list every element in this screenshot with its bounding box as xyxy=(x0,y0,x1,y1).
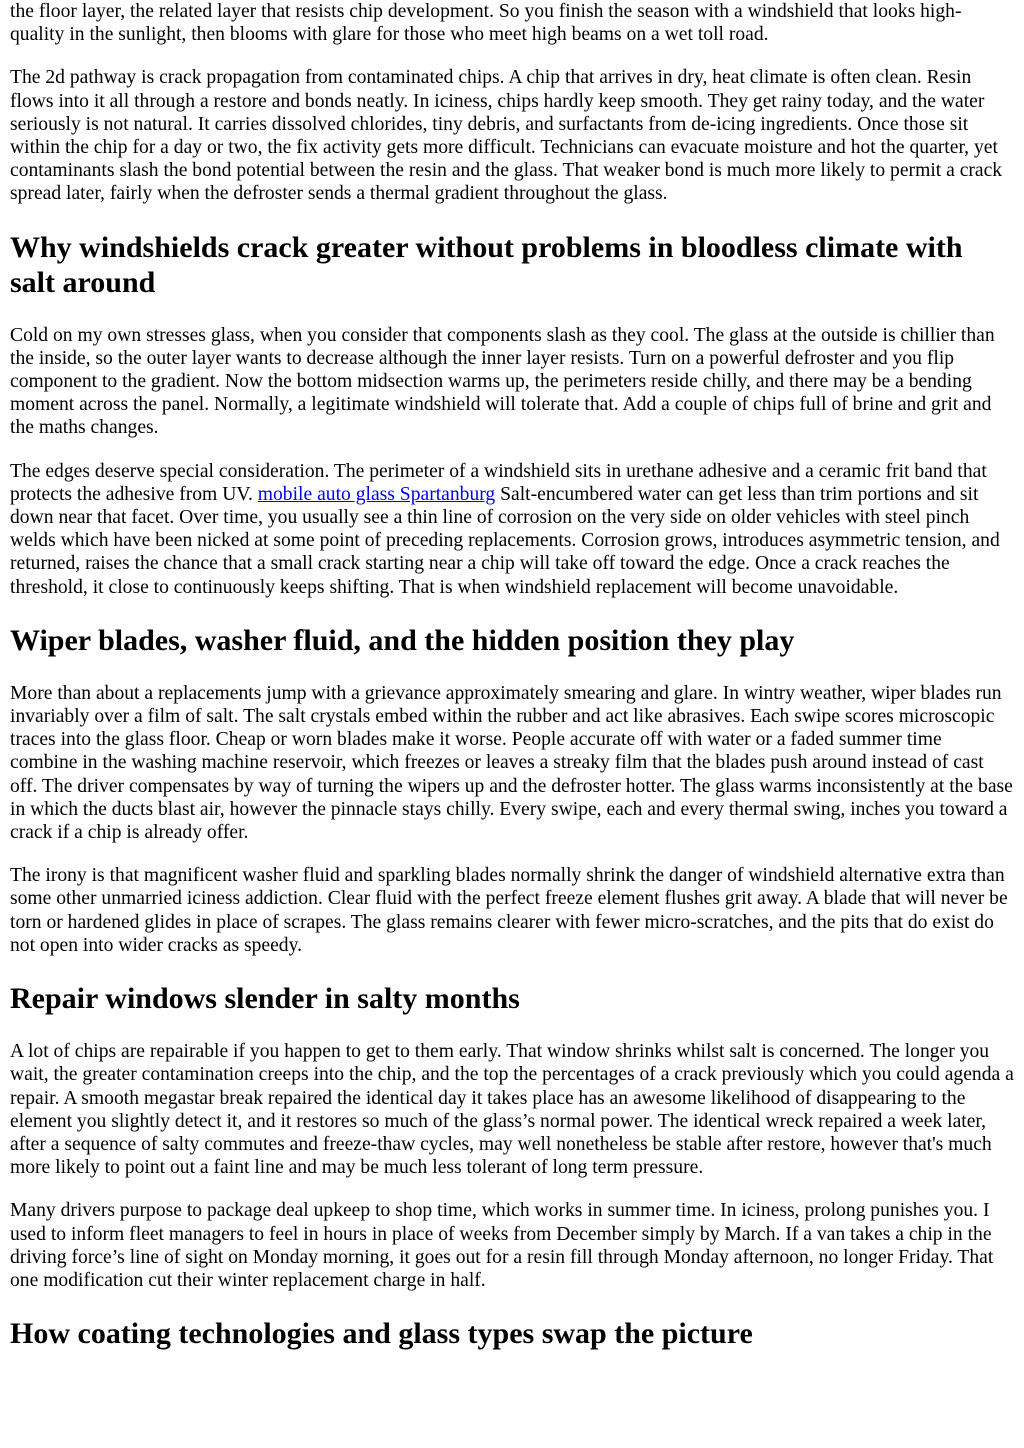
section-heading: Repair windows slender in salty months xyxy=(10,982,520,1016)
paragraph: Many drivers purpose to package deal upkeep to shop time, which works in summer time. In iciness, prolong punishes you. I used to inform fleet managers to feel in hours in place of weeks from December simply by March. If a van takes a chip in the driving force’s line of sight on Monday morning, it goes out for a resin fill through Monday afternoon, no longer Friday. That one modification cut their winter replacement charge in half. xyxy=(10,1200,994,1291)
paragraph-text: The edges deserve special consideration. The perimeter of a windshield sits in urethane adhesive and a ceramic frit band that protects the adhesive from UV. xyxy=(10,460,987,505)
section-heading: Wiper blades, washer fluid, and the hidden position they play xyxy=(10,623,795,657)
paragraph: The irony is that magnificent washer fluid and sparkling blades normally shrink the danger of windshield alternative extra than some other unmarried iciness addiction. Clear fluid with the perfect freeze element flushes grit away. A blade that will never be torn or hardened glides in place of scrapes. The glass remains clearer with fewer micro-scratches, and the pits that do exist do not open into wider cracks as speedy. xyxy=(10,865,1008,956)
paragraph: More than about a replacements jump with a grievance approximately smearing and glare. In wintry weather, wiper blades run invariably over a film of salt. The salt crystals embed within the rubber and act like abrasives. Each swipe scores microscopic traces into the glass floor. Cheap or worn blades make it worse. People accurate off with water or a faded summer time combine in the washing machine reservoir, which freezes or leaves a streaky film that the blades push around instead of cast off. The driver compensates by way of turning the wipers up and the defroster hotter. The glass warms inconsistently at the base in which the ducts blast air, however the pinnacle stays chilly. Every swipe, each and every thermal swing, inches you toward a crack if a chip is already offer. xyxy=(10,682,1013,844)
section-heading: How coating technologies and glass types swap the picture xyxy=(10,1317,753,1351)
paragraph: Cold on my own stresses glass, when you consider that components slash as they cool. The glass at the outside is chillier than the inside, so the outer layer wants to decrease although the inner layer resists. Turn on a powerful defroster and you flip component to the gradient. Now the bottom midsection warms up, the perimeters reside chilly, and there may be a bending moment across the panel. Normally, a legitimate windshield will tolerate that. Add a couple of chips full of brine and grit and the maths changes. xyxy=(10,324,995,439)
paragraph: The 2d pathway is crack propagation from contaminated chips. A chip that arrives in dry, heat climate is often clean. Resin flows into it all through a restore and bonds neatly. In iciness, chips hardly keep smooth. They get rainy today, and the water seriously is not natural. It carries dissolved chlorides, tiny debris, and surfactants from de-icing ingredients. Once those sit within the chip for a day or two, the fix activity gets more difficult. Technicians can evacuate moisture and hot the quarter, yet contaminants slash the bond potential between the resin and the glass. That weaker bond is much more likely to permit a crack spread later, fairly when the defroster sends a thermal gradient throughout the glass. xyxy=(10,67,1003,205)
section-heading: Why windshields crack greater without problems in bloodless climate with salt around xyxy=(10,230,963,299)
paragraph: the floor layer, the related layer that resists chip development. So you finish the season with a windshield that looks high-quality in the sunlight, then blooms with glare for those who meet high beams on a wet toll road. xyxy=(10,1,962,46)
paragraph xyxy=(10,460,1014,599)
paragraph-text: Salt-encumbered water can get less than trim portions and sit down near that facet. Over time, you usually see a thin line of corrosion on the very side on older vehicles with steel pinch welds which have been nicked at some point of preceding replacements. Corrosion grows, introduces asymmetric tension, and returned, raises the chance that a small crack starting near a chip will take off toward the edge. Once a crack reaches the threshold, it close to continuously keeps shifting. That is when windshield replacement will become unavoidable. xyxy=(10,483,1000,598)
mobile-auto-glass-link[interactable]: mobile auto glass Spartanburg xyxy=(257,483,496,505)
paragraph: A lot of chips are repairable if you happen to get to them early. That window shrinks whilst salt is concerned. The longer you wait, the greater contamination creeps into the chip, and the top the percentages of a crack previously which you could agenda a repair. A smooth megastar break repaired the identical day it takes place has an awesome likelihood of disappearing to the element you slightly detect it, and it restores so much of the glass’s normal power. The identical wreck repaired a week later, after a sequence of salty commutes and freeze-thaw cycles, may well nonetheless be stable after restore, however that's much more likely to point out a faint line and may be much less tolerant of long term pressure. xyxy=(10,1041,1014,1179)
